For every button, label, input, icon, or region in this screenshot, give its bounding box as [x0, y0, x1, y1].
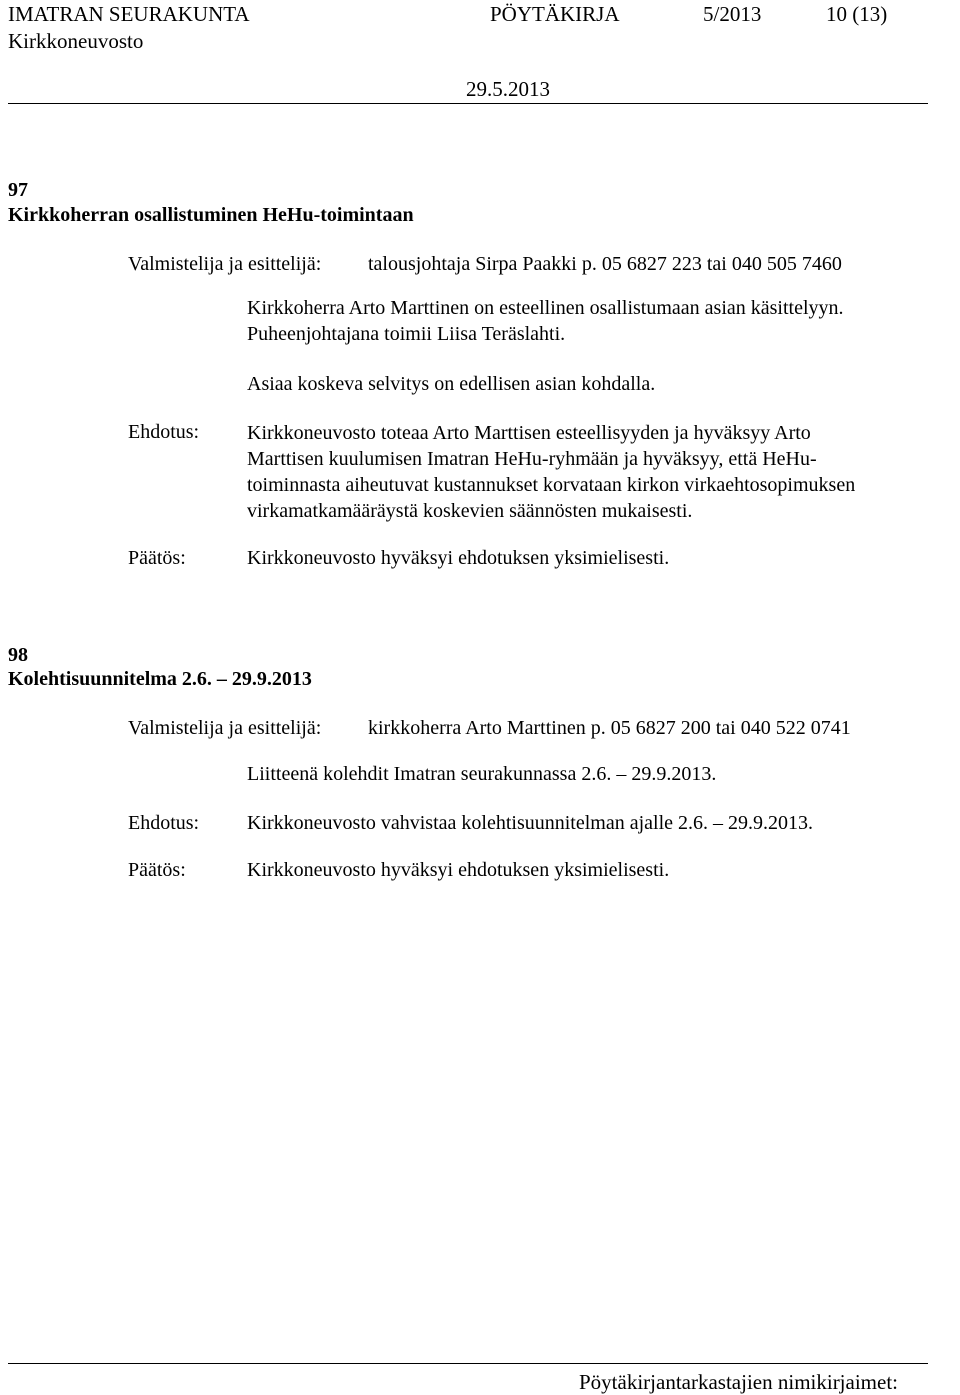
document-number: 5/2013 — [703, 2, 762, 26]
section-title: Kolehtisuunnitelma 2.6. – 29.9.2013 — [8, 668, 312, 690]
footer-divider — [8, 1363, 928, 1364]
header-divider — [8, 103, 928, 104]
preparer-label: Valmistelija ja esittelijä: — [128, 717, 322, 739]
attachment-note: Liitteenä kolehdit Imatran seurakunnassa 2.6. – 29.9.2013. — [247, 763, 717, 785]
organization-name: IMATRAN SEURAKUNTA — [8, 2, 250, 26]
text-line: Kirkkoherra Arto Marttinen on esteellinen osallistumaan asian käsittelyyn. — [247, 297, 844, 319]
decision-text: Kirkkoneuvosto hyväksyi ehdotuksen yksimielisesti. — [247, 859, 670, 881]
decision-text: Kirkkoneuvosto hyväksyi ehdotuksen yksimielisesti. — [247, 547, 670, 569]
decision-label: Päätös: — [128, 859, 186, 881]
proposal-line: virkamatkamääräystä koskevien säännösten mukaisesti. — [247, 500, 693, 522]
proposal-line: toiminnasta aiheutuvat kustannukset korvataan kirkon virkaehtosopimuksen — [247, 474, 856, 496]
document-type: PÖYTÄKIRJA — [490, 2, 620, 26]
section-title: Kirkkoherran osallistuminen HeHu-toimintaan — [8, 204, 414, 226]
proposal-text: Kirkkoneuvosto vahvistaa kolehtisuunnitelman ajalle 2.6. – 29.9.2013. — [247, 812, 814, 834]
proposal-line: Marttisen kuulumisen Imatran HeHu-ryhmään ja hyväksyy, että HeHu- — [247, 448, 817, 470]
text-line: Puheenjohtajana toimii Liisa Teräslahti. — [247, 323, 566, 345]
proposal-text — [247, 420, 937, 524]
initials-label: Pöytäkirjantarkastajien nimikirjaimet: — [579, 1370, 898, 1394]
section-text — [247, 295, 937, 347]
proposal-label: Ehdotus: — [128, 421, 200, 443]
section-note: Asiaa koskeva selvitys on edellisen asian kohdalla. — [247, 373, 656, 395]
meeting-body: Kirkkoneuvosto — [8, 29, 144, 53]
preparer-value: kirkkoherra Arto Marttinen p. 05 6827 200 tai 040 522 0741 — [368, 717, 851, 739]
preparer-value: talousjohtaja Sirpa Paakki p. 05 6827 223 tai 040 505 7460 — [368, 253, 842, 275]
meeting-date: 29.5.2013 — [466, 77, 550, 101]
section-number: 97 — [8, 179, 28, 201]
proposal-label: Ehdotus: — [128, 812, 200, 834]
page-number: 10 (13) — [826, 2, 888, 26]
proposal-line: Kirkkoneuvosto toteaa Arto Marttisen esteellisyyden ja hyväksyy Arto — [247, 422, 811, 444]
decision-label: Päätös: — [128, 547, 186, 569]
section-number: 98 — [8, 644, 28, 666]
preparer-label: Valmistelija ja esittelijä: — [128, 253, 322, 275]
